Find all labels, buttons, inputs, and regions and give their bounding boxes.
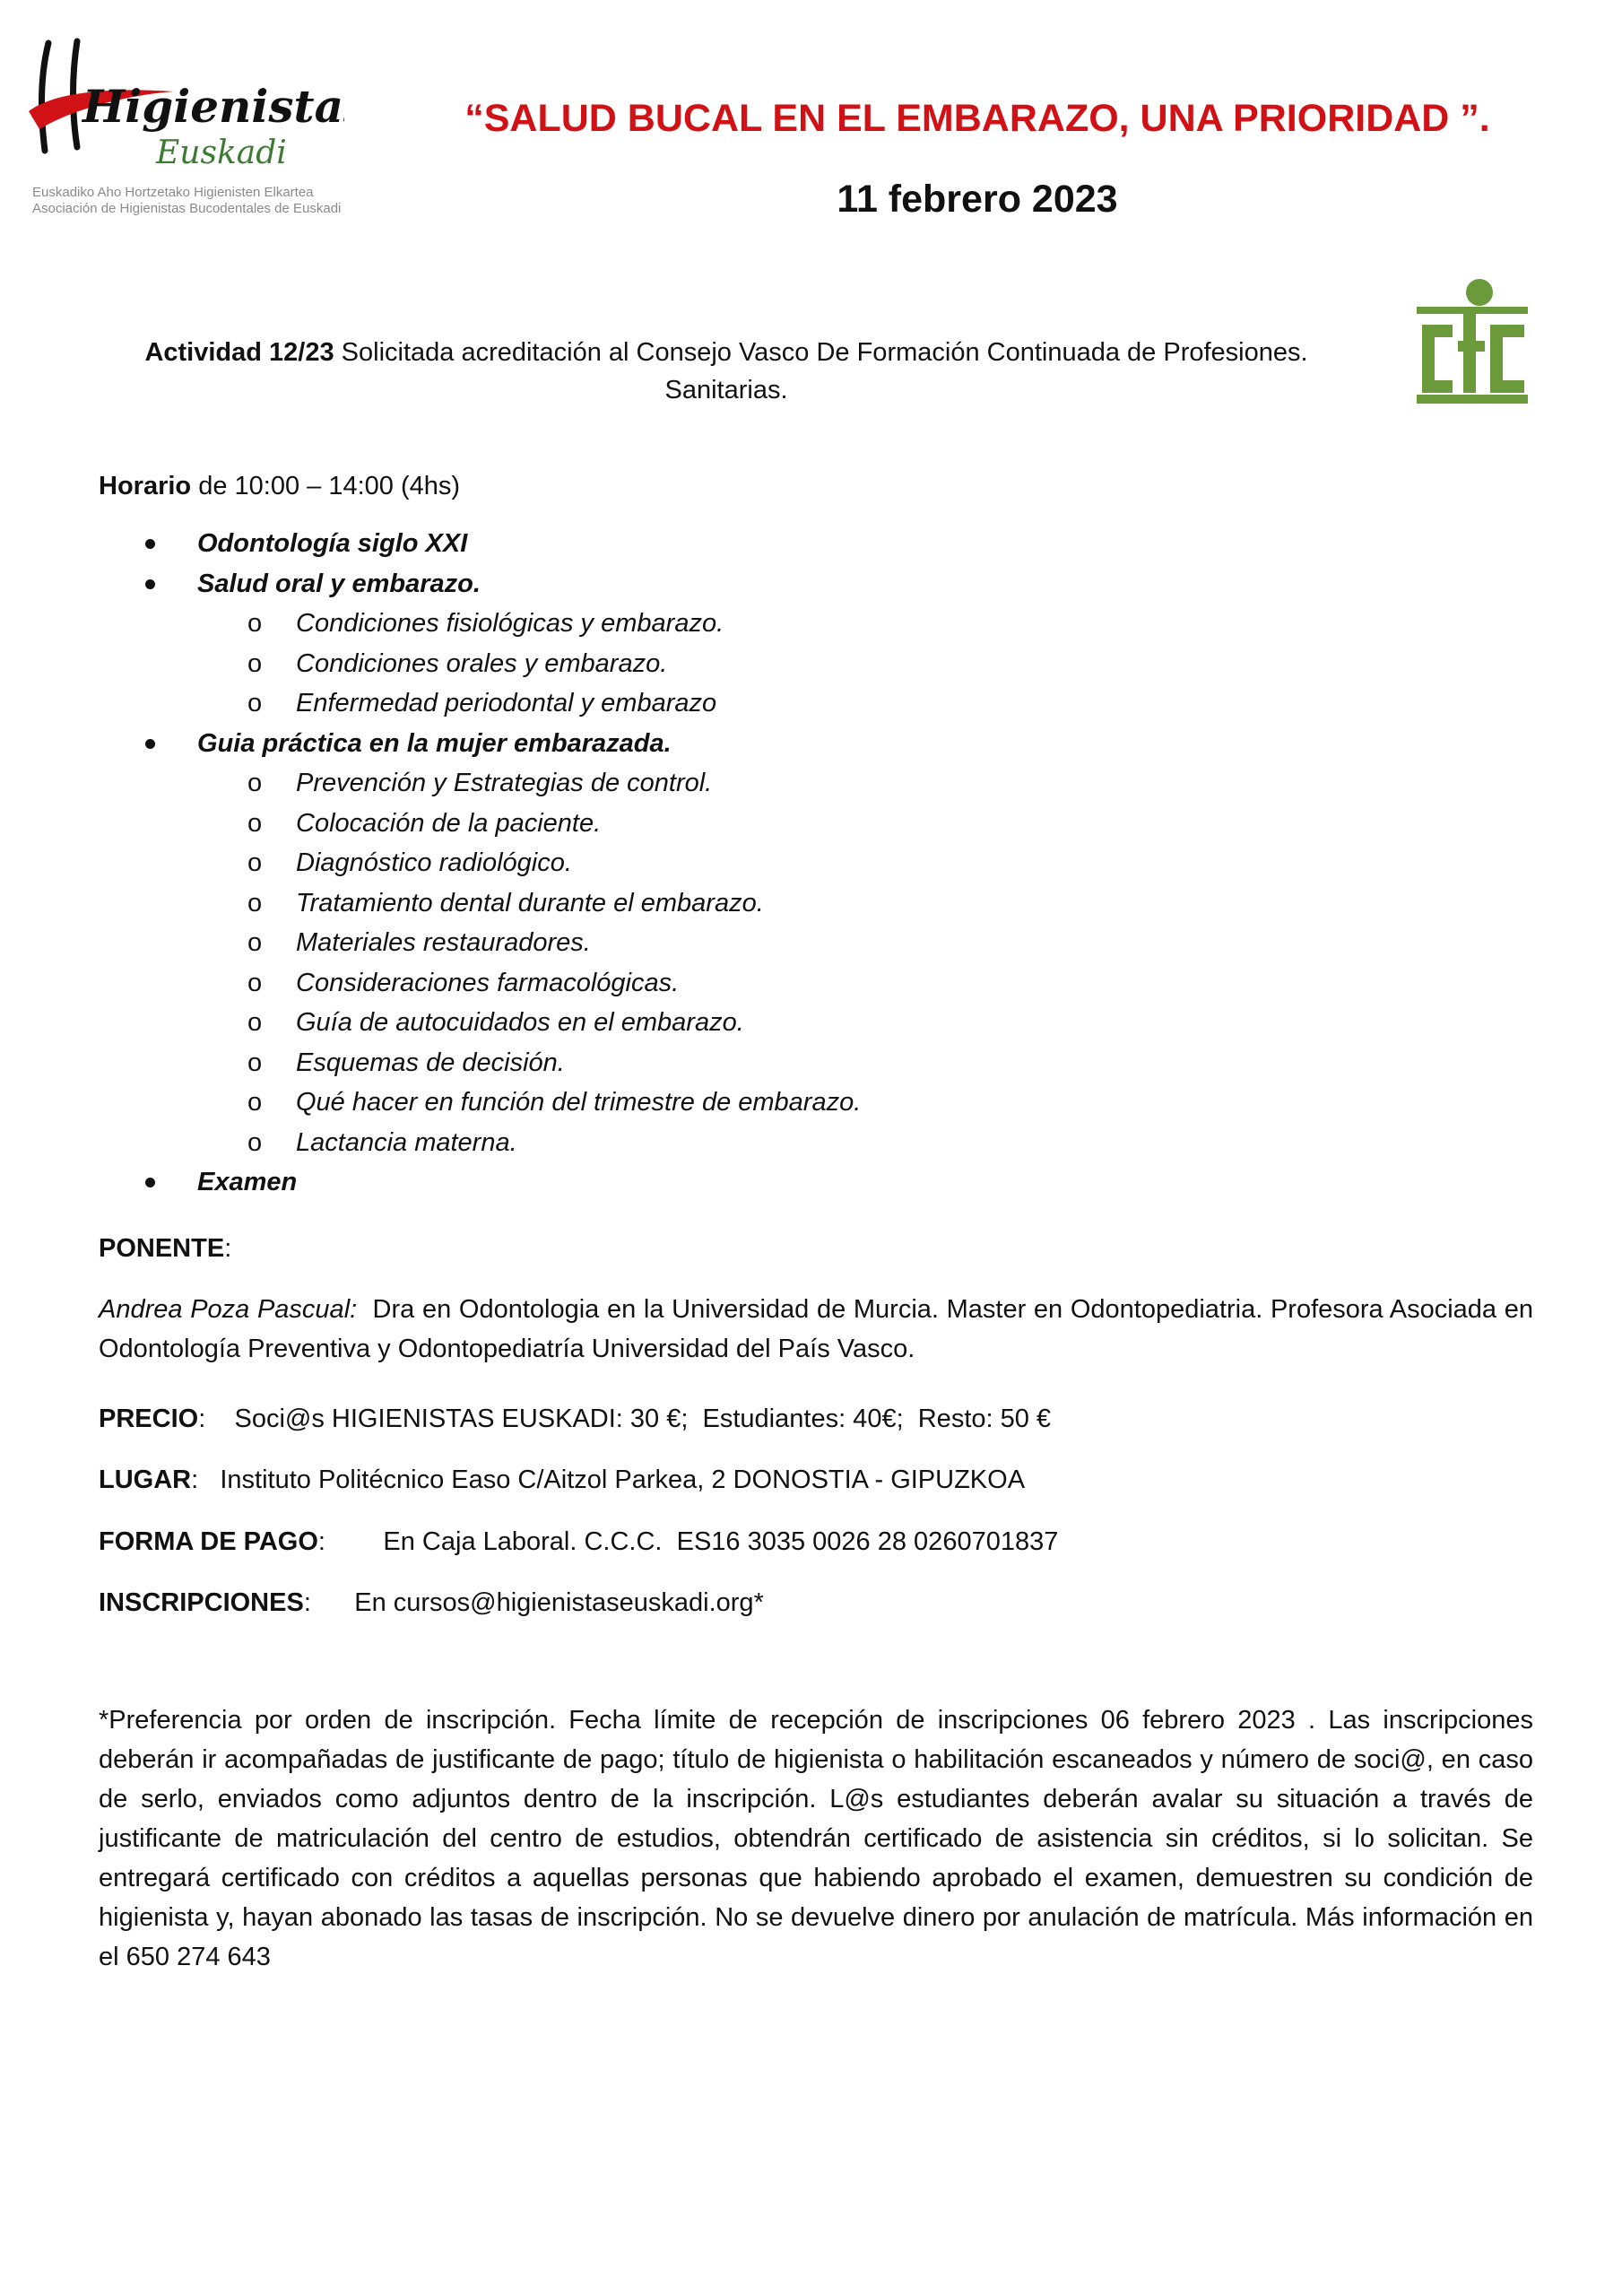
circle-bullet-icon: o <box>247 1127 263 1157</box>
agenda-subitem-text: Lactancia materna. <box>296 1127 517 1157</box>
bullet-icon <box>145 579 155 589</box>
agenda-subitem-text: Qué hacer en función del trimestre de embarazo. <box>296 1088 862 1117</box>
agenda-subitem <box>99 804 1533 844</box>
circle-bullet-icon: o <box>247 1048 263 1077</box>
agenda-list <box>99 524 1533 1203</box>
agenda-subitem-text: Tratamiento dental durante el embarazo. <box>296 888 764 918</box>
registration-row <box>99 1583 1533 1622</box>
circle-bullet-icon: o <box>247 968 263 997</box>
agenda-subitem <box>99 923 1533 963</box>
price-text: : Soci@s HIGIENISTAS EUSKADI: 30 €; Estudiantes: 40€; Resto: 50 € <box>198 1405 1052 1433</box>
event-date: 11 febrero 2023 <box>837 178 1118 221</box>
agenda-subitem-text: Prevención y Estrategias de control. <box>296 769 713 797</box>
logo-basque-name: Euskadiko Aho Hortzetako Higienisten Elkartea <box>32 185 314 200</box>
speaker-label: PONENTE <box>99 1234 225 1263</box>
schedule <box>99 466 1533 506</box>
registration-text: : En cursos@higienistaseuskadi.org* <box>303 1588 764 1617</box>
higienistas-logo-graphic <box>22 36 344 179</box>
bullet-icon <box>145 1178 155 1187</box>
circle-bullet-icon: o <box>247 769 263 797</box>
circle-bullet-icon: o <box>247 648 263 678</box>
circle-bullet-icon: o <box>247 808 263 838</box>
price-label: PRECIO <box>99 1405 199 1433</box>
agenda-subitem <box>99 1083 1533 1123</box>
agenda-item <box>99 524 1533 564</box>
location-row <box>99 1460 1533 1500</box>
registration-note: *Preferencia por orden de inscripción. Fecha límite de recepción de inscripciones 06 febrero 2023 . Las inscripciones deberán ir acompañadas de justificante de pago; título de higienista o habilitación escaneados y número de soci@, en caso de serlo, enviados como adjuntos dentro de la inscripción. L@s estudiantes deberán avalar su situación a través de justificante de matriculación del centro de estudios, obtendrán certificado de asistencia sin créditos, si lo solicitan. Se entregará certificado con créditos a aquellas personas que habiendo aprobado el examen, demuestren su condición de higienista y, hayan abonado las tasas de inscripción. No se devuelve dinero por anulación de matrícula. Más información en el 650 274 643 <box>99 1706 1533 1971</box>
agenda-subitem-text: Esquemas de decisión. <box>296 1048 565 1077</box>
schedule-label: Horario <box>99 472 192 500</box>
page-title: “SALUD BUCAL EN EL EMBARAZO, UNA PRIORIDAD ”. <box>464 97 1490 140</box>
circle-bullet-icon: o <box>247 928 263 957</box>
cfc-logo-graphic <box>1409 278 1535 405</box>
agenda-item <box>99 564 1533 724</box>
agenda-sublist <box>197 763 1533 1162</box>
circle-bullet-icon: o <box>247 609 263 638</box>
location-label: LUGAR <box>99 1465 192 1494</box>
payment-label: FORMA DE PAGO <box>99 1527 318 1556</box>
circle-bullet-icon: o <box>247 888 263 918</box>
bullet-icon <box>145 539 155 549</box>
circle-bullet-icon: o <box>247 848 263 877</box>
logo-subword: Euskadi <box>156 135 287 171</box>
location-text: : Instituto Politécnico Easo C/Aitzol Parkea, 2 DONOSTIA - GIPUZKOA <box>191 1465 1026 1494</box>
activity-label: Actividad 12/23 <box>144 338 334 367</box>
agenda-item-title: Salud oral y embarazo. <box>197 569 481 598</box>
agenda-item-title: Examen <box>197 1168 298 1196</box>
speaker-name: Andrea Poza Pascual: <box>99 1295 358 1324</box>
agenda-subitem <box>99 1003 1533 1043</box>
agenda-subitem-text: Condiciones fisiológicas y embarazo. <box>296 609 724 638</box>
agenda-item-title: Odontología siglo XXI <box>197 529 468 558</box>
speaker-bio <box>99 1290 1541 1369</box>
logo-spanish-name: Asociación de Higienistas Bucodentales de Euskadi <box>32 201 342 216</box>
activity-text: Solicitada acreditación al Consejo Vasco De Formación Continuada de Profesiones. Sanitarias. <box>334 338 1308 404</box>
circle-bullet-icon: o <box>247 1008 263 1037</box>
agenda-subitem-text: Diagnóstico radiológico. <box>296 848 572 877</box>
agenda-subitem-text: Guía de autocuidados en el embarazo. <box>296 1008 744 1037</box>
agenda-item <box>99 724 1533 1163</box>
speaker-label-suffix: : <box>224 1234 232 1263</box>
agenda-subitem <box>99 763 1533 804</box>
speaker-heading <box>99 1229 231 1268</box>
agenda-subitem <box>99 1123 1533 1163</box>
association-logo <box>22 36 344 224</box>
agenda-subitem <box>99 1043 1533 1083</box>
cfc-accreditation-logo <box>1409 278 1535 405</box>
activity-accreditation <box>99 334 1354 409</box>
bullet-icon <box>145 739 155 749</box>
circle-bullet-icon: o <box>247 689 263 718</box>
price-row <box>99 1399 1533 1439</box>
agenda-subitem <box>99 963 1533 1004</box>
circle-bullet-icon: o <box>247 1088 263 1117</box>
payment-row <box>99 1522 1533 1561</box>
agenda-subitem-text: Condiciones orales y embarazo. <box>296 648 668 678</box>
agenda-item <box>99 1162 1533 1203</box>
registration-label: INSCRIPCIONES <box>99 1588 304 1617</box>
agenda-subitem <box>99 843 1533 883</box>
speaker-bio-text: Dra en Odontologia en la Universidad de Murcia. Master en Odontopediatria. Profesora Asociada en Odontología Preventiva y Odontopediatría Universidad del País Vasco. <box>99 1295 1541 1363</box>
agenda-subitem-text: Materiales restauradores. <box>296 928 591 957</box>
agenda-subitem <box>99 683 1533 724</box>
agenda-sublist <box>197 604 1533 724</box>
schedule-text: de 10:00 – 14:00 (4hs) <box>191 472 461 500</box>
logo-wordmark: Higienistas <box>82 80 344 133</box>
agenda-subitem <box>99 644 1533 684</box>
agenda-subitem <box>99 604 1533 644</box>
agenda-subitem-text: Colocación de la paciente. <box>296 808 602 838</box>
agenda-subitem <box>99 883 1533 924</box>
agenda-item-title: Guia práctica en la mujer embarazada. <box>197 728 672 758</box>
payment-text: : En Caja Laboral. C.C.C. ES16 3035 0026 28 0260701837 <box>317 1527 1059 1556</box>
agenda-subitem-text: Enfermedad periodontal y embarazo <box>296 689 717 718</box>
agenda-subitem-text: Consideraciones farmacológicas. <box>296 968 680 997</box>
